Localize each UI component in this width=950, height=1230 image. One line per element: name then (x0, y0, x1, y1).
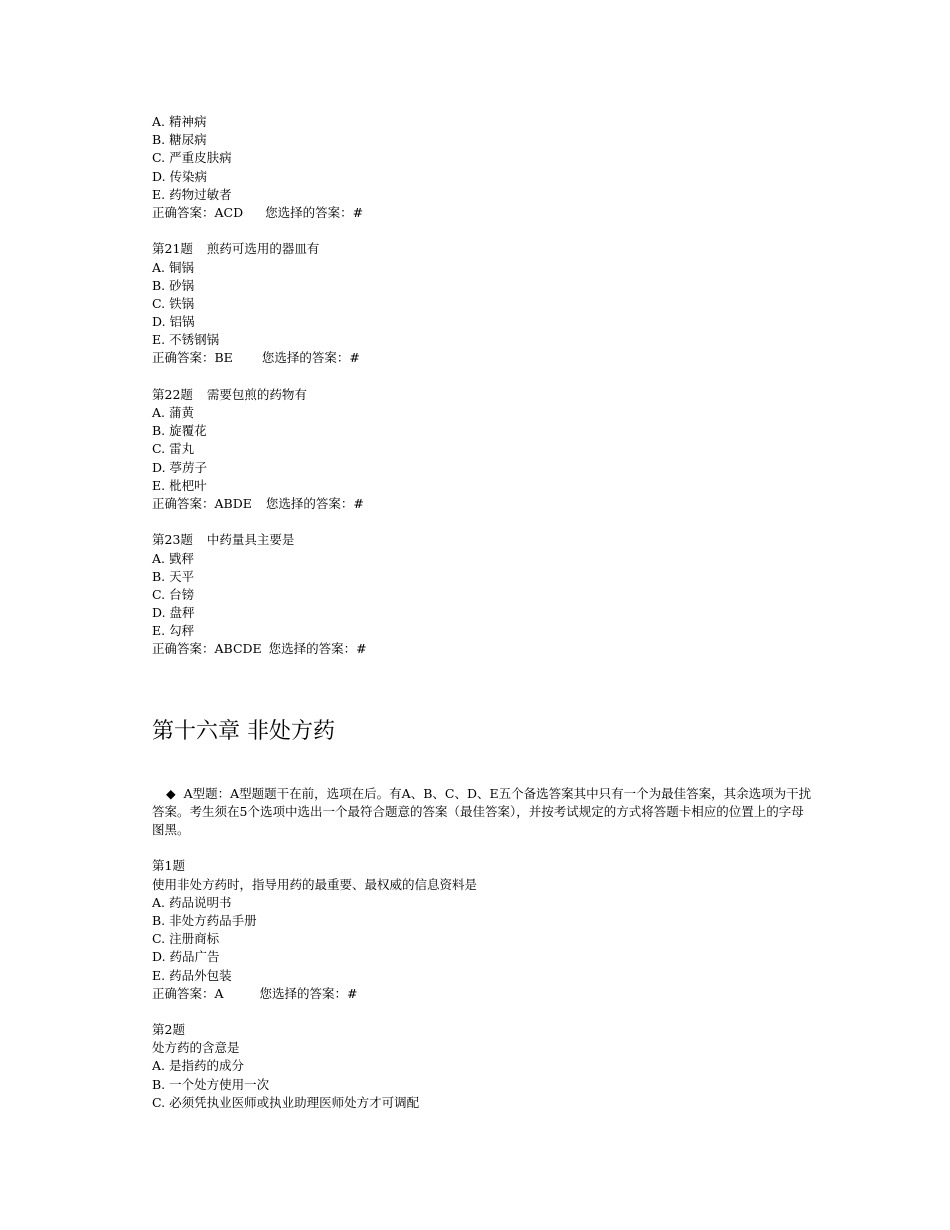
option-e: E. 勾秤 (152, 623, 195, 639)
your-answer: 您选择的答案：# (261, 350, 360, 366)
correct-answer: 正确答案：ABCDE (152, 641, 262, 657)
option-d: D. 药品广告 (152, 949, 220, 965)
correct-answer: 正确答案：BE (152, 350, 233, 366)
option-b: B. 旋覆花 (152, 423, 207, 439)
option-d: D. 铝锅 (152, 314, 195, 330)
question-header (152, 531, 812, 549)
option-b: B. 非处方药品手册 (152, 912, 257, 928)
answer-line (152, 985, 812, 1003)
option-a: A. 铜锅 (152, 259, 194, 275)
option-b: B. 一个处方使用一次 (152, 1076, 270, 1092)
option-a: A. 是指药的成分 (152, 1058, 244, 1074)
answer-line (152, 495, 812, 513)
option-d: D. 盘秤 (152, 605, 195, 621)
answer-line (152, 204, 812, 222)
question-23 (152, 531, 812, 658)
question-number: 第23题 (152, 532, 193, 548)
question-1 (152, 857, 812, 1003)
question-text: 煎药可选用的器皿有 (206, 241, 320, 257)
option-c: C. 台镑 (152, 586, 195, 602)
question-prev-block (152, 113, 812, 222)
question-21 (152, 240, 812, 367)
question-text: 使用非处方药时，指导用药的最重要、最权威的信息资料是 (152, 876, 478, 892)
question-number: 第22题 (152, 386, 193, 402)
option-e: E. 不锈钢锅 (152, 332, 220, 348)
option-d: D. 传染病 (152, 168, 208, 184)
option-c: C. 雷丸 (152, 441, 195, 457)
question-text: 处方药的含意是 (152, 1040, 240, 1056)
option-e: E. 药物过敏者 (152, 186, 232, 202)
question-number: 第21题 (152, 241, 193, 257)
question-header (152, 240, 812, 258)
question-text: 需要包煎的药物有 (206, 386, 307, 402)
question-text: 中药量具主要是 (206, 532, 295, 548)
document-page (152, 113, 812, 1112)
option-c: C. 铁锅 (152, 295, 195, 311)
question-number: 第1题 (152, 858, 185, 874)
instructions-text: A型题：A型题题干在前，选项在后。有A、B、C、D、E五个备选答案其中只有一个为最佳答案，其余选项为干扰答案。考生须在5个选项中选出一个最符合题意的答案（最佳答案），并按考试规定的方式将答题卡相应的位置上的字母图黑。 (152, 785, 812, 838)
answer-line (152, 349, 812, 367)
option-d: D. 葶苈子 (152, 459, 208, 475)
option-b: B. 砂锅 (152, 277, 195, 293)
question-header (152, 386, 812, 404)
option-c: C. 严重皮肤病 (152, 150, 232, 166)
your-answer: 您选择的答案：# (265, 204, 364, 220)
option-a: A. 药品说明书 (152, 894, 232, 910)
correct-answer: 正确答案：A (152, 985, 224, 1001)
option-b: B. 天平 (152, 568, 195, 584)
option-c: C. 注册商标 (152, 931, 220, 947)
option-a: A. 戥秤 (152, 550, 194, 566)
your-answer: 您选择的答案：# (268, 641, 367, 657)
question-22 (152, 386, 812, 513)
your-answer: 您选择的答案：# (265, 495, 364, 511)
question-number: 第2题 (152, 1022, 185, 1038)
question-2 (152, 1021, 812, 1112)
correct-answer: 正确答案：ACD (152, 204, 244, 220)
answer-line (152, 640, 812, 658)
chapter-title: 第十六章 非处方药 (152, 718, 335, 744)
option-b: B. 糖尿病 (152, 132, 207, 148)
option-e: E. 药品外包装 (152, 967, 232, 983)
diamond-bullet-icon: ◆ (166, 785, 176, 801)
your-answer: 您选择的答案：# (259, 985, 358, 1001)
option-a: A. 精神病 (152, 114, 207, 129)
section-instructions (152, 785, 812, 840)
correct-answer: 正确答案：ABDE (152, 495, 252, 511)
option-e: E. 枇杷叶 (152, 477, 207, 493)
option-c: C. 必须凭执业医师或执业助理医师处方才可调配 (152, 1094, 420, 1110)
option-a: A. 蒲黄 (152, 405, 194, 420)
